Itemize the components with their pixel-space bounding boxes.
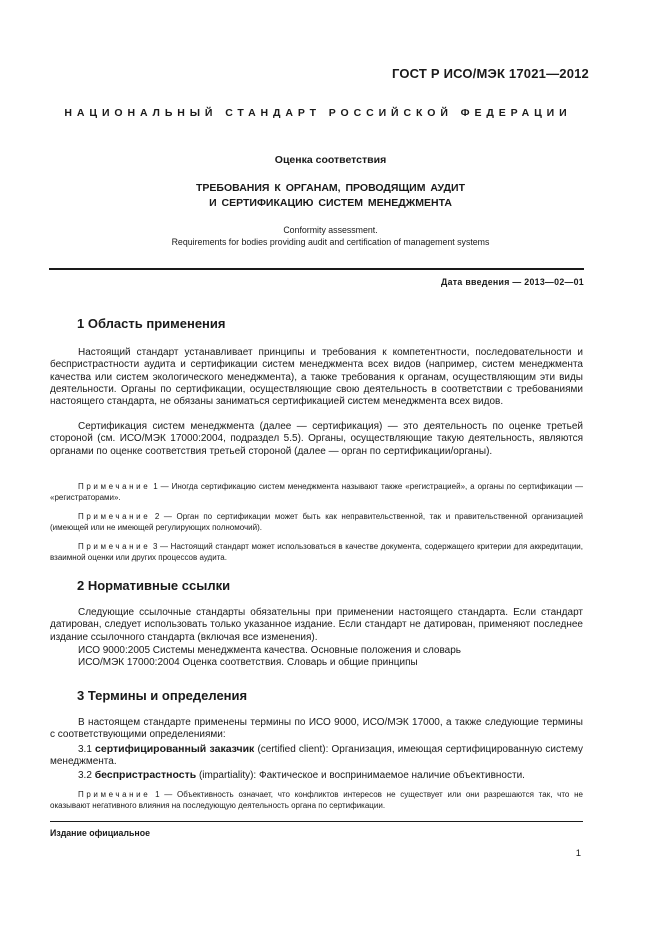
document-id: ГОСТ Р ИСО/МЭК 17021—2012 [391,66,589,81]
term-name: беспристрастность [94,769,197,781]
english-title [0,224,661,248]
term-number: 3.2 [78,770,95,781]
note-text: 1 — Иногда сертификацию систем менеджмента называют также «регистрацией», а органы по сертификации — «регистраторами». [50,482,583,502]
note-text: 2 — Орган по сертификации может быть как неправительственной, так и правительственной организацией (имеющей или не имеющей регулирующих полномочий). [50,512,583,532]
official-edition-label: Издание официальное [50,828,150,838]
standard-subject: Оценка соответствия [274,154,387,166]
standard-title-line-2: И СЕРТИФИКАЦИЮ СИСТЕМ МЕНЕДЖМЕНТА [209,197,452,209]
note-label: Примечание [78,512,151,521]
section-3-heading: 3 Термины и определения [77,688,248,703]
note-label: Примечание [78,790,151,799]
term-3-1 [50,743,583,769]
page-number: 1 [575,848,581,859]
term-number: 3.1 [78,744,96,755]
footer-divider [50,821,583,822]
standard-title-line-1: ТРЕБОВАНИЯ К ОРГАНАМ, ПРОВОДЯЩИМ АУДИТ [196,182,465,194]
section-3-note-1 [50,789,583,811]
section-2-heading: 2 Нормативные ссылки [77,578,231,593]
term-name: сертифицированный заказчик [95,743,255,755]
normative-reference-1: ИСО 9000:2005 Системы менеджмента качества. Основные положения и словарь [78,645,462,656]
term-3-2 [50,769,583,782]
normative-reference-2: ИСО/МЭК 17000:2004 Оценка соответствия. Словарь и общие принципы [78,657,418,668]
section-1-note-2 [50,511,583,533]
term-definition: (impartiality): Фактическое и воспринимаемое наличие объективности. [196,770,525,781]
section-1-paragraph-2: Сертификация систем менеджмента (далее — сертификация) — это деятельность по оценке третьей стороной (см. ИСО/МЭК 17000:2004, подраздел 5.5). Органы, осуществляющие такую деятельность, являются органами по оценке соответствия третьей стороной (далее — орган по сертификации/органы). [50,421,583,457]
note-label: Примечание [78,542,151,551]
introduction-date: Дата введения — 2013—02—01 [441,277,584,287]
title-divider [49,268,584,270]
section-1-paragraph-1: Настоящий стандарт устанавливает принципы и требования к компетентности, последовательности и беспристрастности аудита и сертификации систем менеджмента всех видов (например, систем менеджмента качества или систем экологического менеджмента), а также требования к органам, осуществляющим эти виды деятельности. Органы по сертификации, осуществляющие свою деятельность в соответствии с требованиями настоящего стандарта, не обязаны заниматься сертификацией систем менеджмента всех видов. [50,347,583,408]
standard-title [0,181,661,211]
section-1-note-1 [50,481,583,503]
note-label: Примечание [78,482,151,491]
english-title-line-2: Requirements for bodies providing audit and certification of management systems [171,237,490,247]
english-title-line-1: Conformity assessment. [283,225,378,235]
national-standard-banner: НАЦИОНАЛЬНЫЙ СТАНДАРТ РОССИЙСКОЙ ФЕДЕРАЦИИ [64,107,572,119]
note-text: 3 — Настоящий стандарт может использоваться в качестве документа, содержащего критерии для аккредитации, взаимной оценки или других процессов аудита. [50,542,583,562]
term-definition: (certified client): Организация, имеющая сертифицированную систему менеджмента. [50,744,583,768]
section-1-note-3 [50,541,583,563]
section-2-paragraph-1: Следующие ссылочные стандарты обязательны при применении настоящего стандарта. Если стандарт датирован, следует использовать только указанное издание. Если стандарт не датирован, применяют последнее издание ссылочного стандарта (включая все изменения). [50,607,583,643]
section-3-paragraph-1: В настоящем стандарте применены термины по ИСО 9000, ИСО/МЭК 17000, а также следующие термины с соответствующими определениями: [50,717,583,741]
section-1-heading: 1 Область применения [77,316,226,331]
note-text: 1 — Объективность означает, что конфликтов интересов не существует или они разрешаются так, что не оказывают негативного влияния на последующую деятельность органа по сертификации. [50,790,583,810]
